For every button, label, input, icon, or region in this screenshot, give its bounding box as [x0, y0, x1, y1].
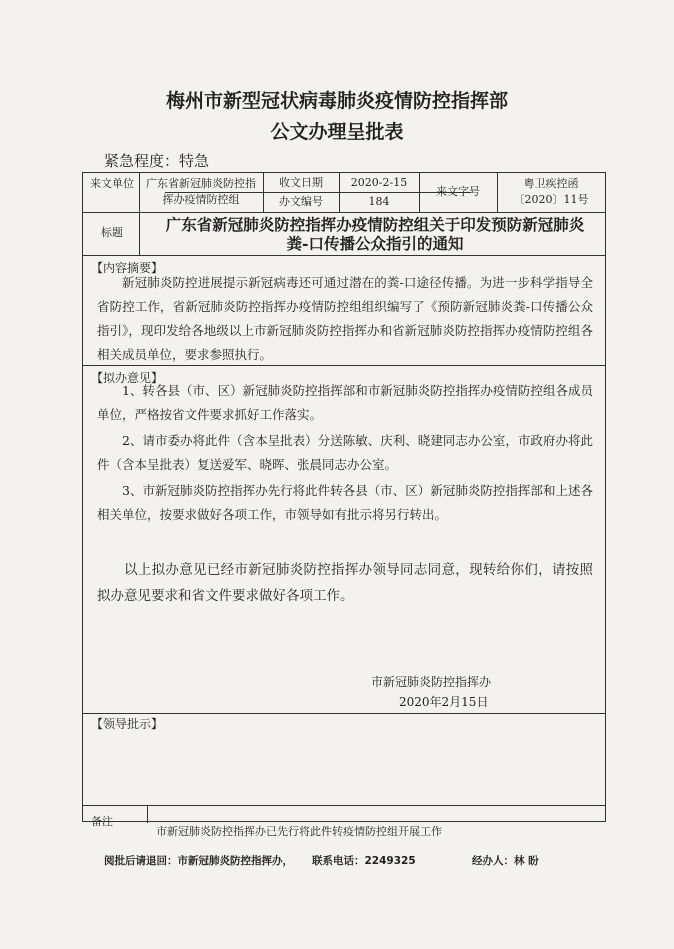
row-divider [83, 212, 605, 213]
col-divider [339, 173, 340, 212]
handler-name: 经办人：林 盼 [472, 855, 539, 867]
opinion-closing: 以上拟办意见已经市新冠肺炎防控指挥办领导同志同意，现转给你们，请按照拟办意见要求和省文件要求做好各项工作。 [97, 562, 593, 604]
summary-text: 新冠肺炎防控进展提示新冠病毒还可通过潜在的粪-口途径传播。为进一步科学指导全省防控工作，省新冠肺炎防控指挥办疫情防控组组织编写了《预防新冠肺炎粪-口传播公众指引》，现印发给各地级以上市新冠肺炎防控指挥办和省新冠肺炎防控指挥办疫情防控组各相关成员单位，要求参照执行。 [97, 275, 593, 362]
opinion-heading: 【拟办意见】 [91, 371, 164, 385]
approval-form [82, 172, 606, 828]
urgency-level: 紧急程度：特急 [104, 152, 210, 170]
col-divider [419, 173, 420, 212]
opinion-item: 2、请市委办将此件（含本呈批表）分送陈敏、庆利、晓建同志办公室，市政府办将此件（含本呈批表）复送爱军、晓晖、张晨同志办公室。 [97, 433, 593, 472]
doc-number-value: 粤卫疾控函〔2020〕11号 [513, 177, 589, 206]
issuer-signature: 市新冠肺炎防控指挥办 [371, 675, 492, 689]
col-divider [497, 173, 498, 212]
row-divider [83, 713, 605, 714]
row-divider [83, 255, 605, 256]
col-divider [263, 173, 264, 212]
process-number-label: 办文编号 [279, 195, 323, 208]
col-divider [139, 173, 140, 255]
received-date-label: 收文日期 [279, 176, 323, 189]
opinion-item: 3、市新冠肺炎防控指挥办先行将此件转各县（市、区）新冠肺炎防控指挥部和上述各相关单位，按要求做好各项工作，市领导如有批示将另行转出。 [97, 483, 593, 522]
source-unit-value: 广东省新冠肺炎防控指挥办疫情防控组 [146, 177, 256, 206]
summary-heading: 【内容摘要】 [91, 261, 164, 275]
process-number-value: 184 [368, 195, 390, 208]
col-divider [147, 805, 148, 823]
page-subtitle: 公文办理呈批表 [270, 121, 404, 143]
issue-date: 2020年2月15日 [399, 695, 489, 709]
leader-comments-heading: 【领导批示】 [91, 717, 164, 731]
subject-label: 标题 [101, 226, 123, 239]
remarks-text: 市新冠肺炎防控指挥办已先行将此件转疫情防控组开展工作 [156, 825, 442, 838]
remarks-label: 备注 [91, 815, 113, 828]
doc-number-label: 来文字号 [436, 185, 480, 198]
contact-phone: 联系电话：2249325 [312, 855, 416, 867]
page-title: 梅州市新型冠状病毒肺炎疫情防控指挥部 [165, 90, 508, 112]
row-divider [83, 805, 605, 806]
return-note: 阅批后请退回：市新冠肺炎防控指挥办， [104, 855, 293, 867]
received-date-value: 2020-2-15 [350, 176, 408, 189]
source-unit-label: 来文单位 [90, 177, 134, 190]
subject-value: 广东省新冠肺炎防控指挥办疫情防控组关于印发预防新冠肺炎粪-口传播公众指引的通知 [165, 215, 585, 253]
opinion-item: 1、转各县（市、区）新冠肺炎防控指挥部和市新冠肺炎防控指挥办疫情防控组各成员单位，严格按省文件要求抓好工作落实。 [97, 383, 593, 422]
